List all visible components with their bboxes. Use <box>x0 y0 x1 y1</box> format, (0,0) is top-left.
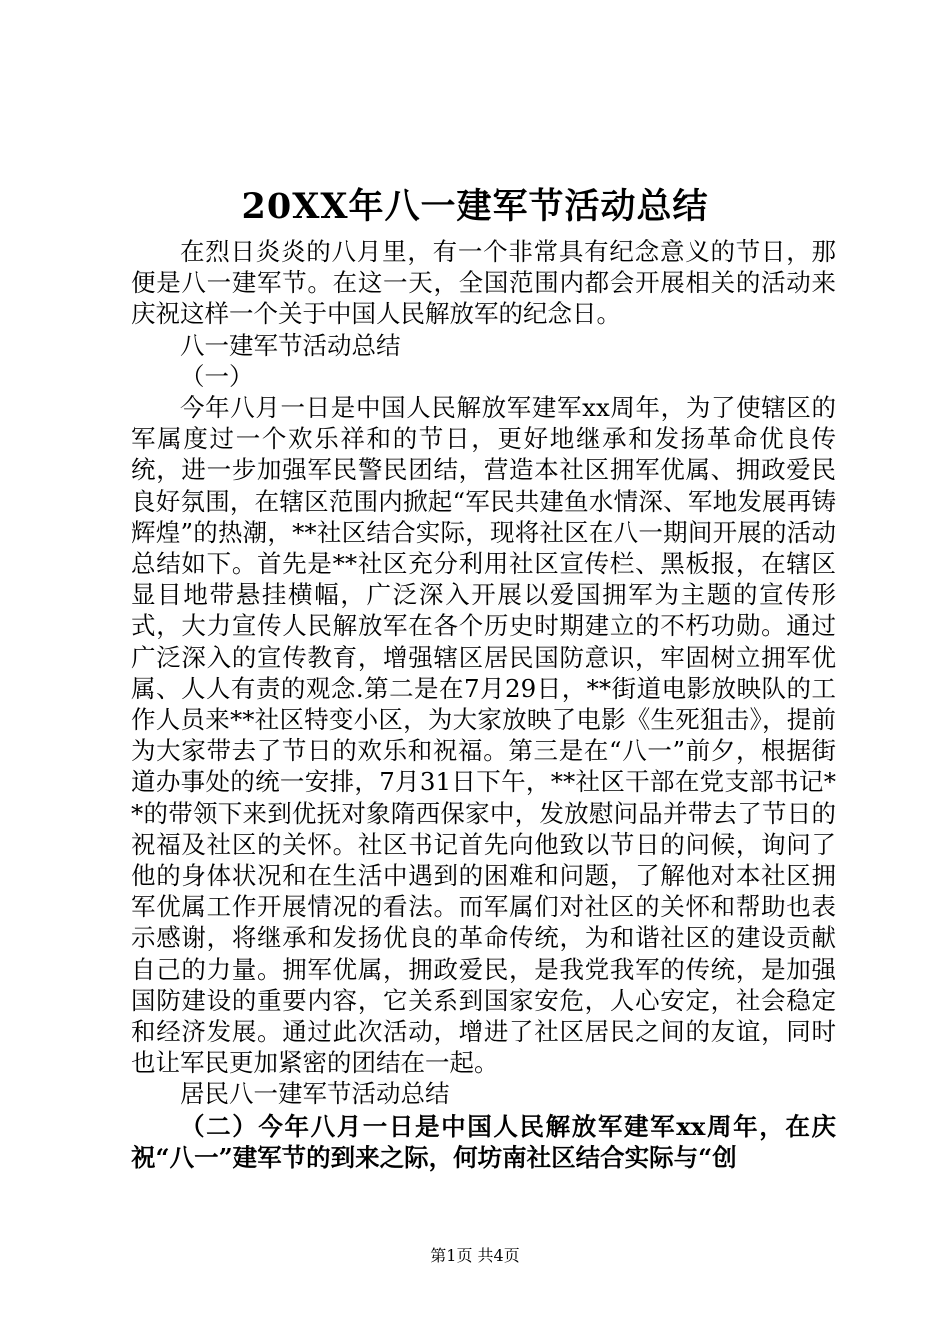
page-footer: 第1页 共4页 <box>430 1246 520 1265</box>
section-heading-residents: 居民八一建军节活动总结 <box>180 1079 450 1109</box>
intro-paragraph: 在烈日炎炎的八月里，有一个非常具有纪念意义的节日，那便是八一建军节。在这一天，全国范围内都会开展相关的活动来庆祝这样一个关于中国人民解放军的纪念日。 <box>131 237 836 329</box>
section-number: （一） <box>180 361 254 391</box>
section-heading: 八一建军节活动总结 <box>180 330 401 360</box>
document-title: 20XX年八一建军节活动总结 <box>241 186 709 227</box>
body-paragraph: 今年八月一日是中国人民解放军建军xx周年，为了使辖区的军属度过一个欢乐祥和的节日，更好地继承和发扬革命优良传统，进一步加强军民警民团结，营造本社区拥军优属、拥政爱民良好氛围，在辖区范围内掀起“军民共建鱼水情深、军地发展再铸辉煌”的热潮，**社区结合实际，现将社区在八一期间开展的活动总结如下。首先是**社区充分利用社区宣传栏、黑板报，在辖区显目地带悬挂横幅，广泛深入开展以爱国拥军为主题的宣传形式，大力宣传人民解放军在各个历史时期建立的不朽功勋。通过广泛深入的宣传教育，增强辖区居民国防意识，牢固树立拥军优属、人人有责的观念.第二是在7月29日，**街道电影放映队的工作人员来**社区特变小区，为大家放映了电影《生死狙击》，提前为大家带去了节日的欢乐和祝福。第三是在“八一”前夕，根据街道办事处的统一安排，7月31日下午，**社区干部在党支部书记**的带领下来到优抚对象隋西保家中，发放慰问品并带去了节日的祝福及社区的关怀。社区书记首先向他致以节日的问候，询问了他的身体状况和在生活中遇到的困难和问题，了解他对本社区拥军优属工作开展情况的看法。而军属们对社区的关怀和帮助也表示感谢，将继承和发扬优良的革命传统，为和谐社区的建设贡献自己的力量。拥军优属，拥政爱民，是我党我军的传统，是加强国防建设的重要内容，它关系到国家安危，人心安定，社会稳定和经济发展。通过此次活动，增进了社区居民之间的友谊，同时也让军民更加紧密的团结在一起。 <box>131 393 836 1078</box>
document-body <box>131 236 836 1174</box>
section-two-paragraph: （二）今年八月一日是中国人民解放军建军xx周年，在庆祝“八一”建军节的到来之际，何坊南社区结合实际与“创 <box>131 1111 836 1173</box>
